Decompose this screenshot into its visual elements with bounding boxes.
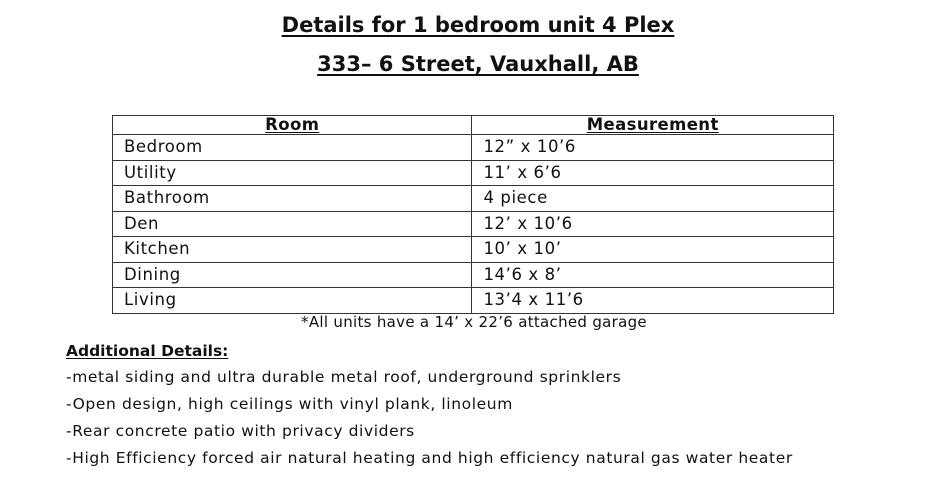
table-row: [113, 186, 834, 212]
list-item: -High Efficiency forced air natural heating and high efficiency natural gas water heater: [66, 449, 793, 467]
room-measurement: 12’ x 10’6: [472, 211, 834, 237]
garage-footnote: *All units have a 14’ x 22’6 attached garage: [301, 313, 647, 331]
list-item: -Rear concrete patio with privacy dividers: [66, 422, 415, 440]
room-name: Living: [113, 288, 472, 314]
room-name: Dining: [113, 262, 472, 288]
table-row: [113, 262, 834, 288]
list-item: -Open design, high ceilings with vinyl plank, linoleum: [66, 395, 513, 413]
room-measurement: 12” x 10’6: [472, 135, 834, 161]
additional-details-heading: Additional Details:: [66, 342, 229, 360]
room-name: Bathroom: [113, 186, 472, 212]
room-name: Den: [113, 211, 472, 237]
property-address: 333– 6 Street, Vauxhall, AB: [317, 52, 639, 76]
room-name: Kitchen: [113, 237, 472, 263]
column-header-measurement: Measurement: [472, 116, 834, 135]
room-measurement: 10’ x 10’: [472, 237, 834, 263]
table-row: [113, 211, 834, 237]
table-row: [113, 237, 834, 263]
room-measurements-table: [112, 115, 834, 314]
room-measurement: 4 piece: [472, 186, 834, 212]
table-row: [113, 288, 834, 314]
room-name: Utility: [113, 160, 472, 186]
list-item: -metal siding and ultra durable metal roof, underground sprinklers: [66, 368, 622, 386]
room-measurement: 14’6 x 8’: [472, 262, 834, 288]
column-header-room: Room: [113, 116, 472, 135]
document-title: Details for 1 bedroom unit 4 Plex: [281, 13, 675, 37]
room-measurement: 13’4 x 11’6: [472, 288, 834, 314]
table-row: [113, 135, 834, 161]
room-measurement: 11’ x 6’6: [472, 160, 834, 186]
room-name: Bedroom: [113, 135, 472, 161]
table-header-row: [113, 116, 834, 135]
additional-details-list: [66, 367, 866, 475]
table-row: [113, 160, 834, 186]
